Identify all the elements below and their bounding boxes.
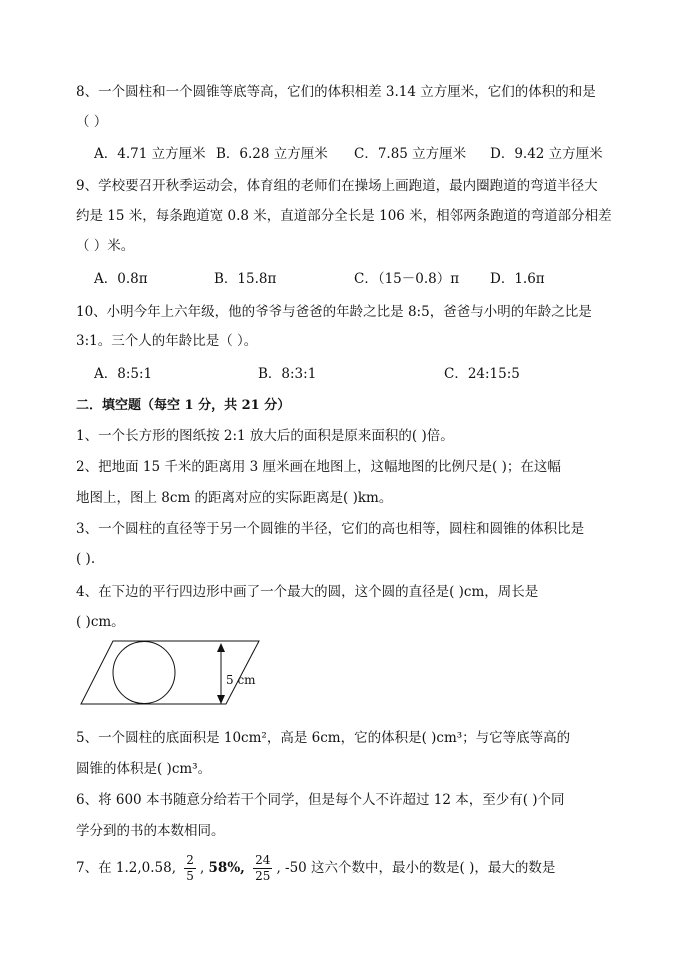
frac2-denominator: 25 xyxy=(255,869,271,883)
arrow-head-top xyxy=(217,643,225,652)
q10-line2: 3:1。三个人的年龄比是（ ）。 xyxy=(76,333,258,349)
frac1-denominator: 5 xyxy=(186,869,194,883)
fill-2-line2: 地图上，图上 8cm 的距离对应的实际距离是( )km。 xyxy=(76,490,393,506)
q8-option-b: B．6.28 立方厘米 xyxy=(216,146,328,162)
fill-1: 1、一个长方形的图纸按 2:1 放大后的面积是原来面积的( )倍。 xyxy=(76,428,454,444)
fill-5-line1: 5、一个圆柱的底面积是 10cm²，高是 6cm，它的体积是( )cm³；与它等底等高的 xyxy=(76,730,571,746)
fill-5-line2: 圆锥的体积是( )cm³。 xyxy=(76,761,212,777)
inscribed-circle xyxy=(113,642,175,704)
frac1-numerator: 2 xyxy=(186,853,194,867)
section-title: 二．填空题（每空 1 分，共 21 分） xyxy=(76,398,291,413)
fill-7-line1 xyxy=(76,848,555,888)
frac2-numerator: 24 xyxy=(255,853,271,867)
q9-line3: （ ）米。 xyxy=(76,238,135,254)
q8-option-c: C．7.85 立方厘米 xyxy=(354,146,467,162)
q10-option-a: A．8:5:1 xyxy=(94,366,153,382)
fraction-24-25 xyxy=(253,853,272,884)
q10-option-b: B．8:3:1 xyxy=(258,366,317,382)
fill-3-line2: ( ). xyxy=(76,551,96,567)
q8-option-d: D．9.42 立方厘米 xyxy=(490,146,603,162)
q10-line1: 10、小明今年上六年级，他的爷爷与爸爸的年龄之比是 8:5，爸爸与小明的年龄之比是 xyxy=(76,304,592,320)
q9-option-c: C．（15－0.8）π xyxy=(354,271,460,287)
q9-line2: 约是 15 米，每条跑道宽 0.8 米，直道部分全长是 106 米，相邻两条跑道的弯道部分相差 xyxy=(76,208,612,224)
arrow-head-bottom xyxy=(217,695,225,704)
q9-option-b: B．15.8π xyxy=(214,271,277,287)
q8-option-a: A．4.71 立方厘米 xyxy=(94,146,206,162)
fill-6-line1: 6、将 600 本书随意分给若干个同学，但是每个人不许超过 12 本，至少有( )个同 xyxy=(76,792,565,808)
q8-line1: 8、一个圆柱和一个圆锥等底等高，它们的体积相差 3.14 立方厘米，它们的体积的和是 xyxy=(76,84,596,100)
fill-4-line1: 4、在下边的平行四边形中画了一个最大的圆，这个圆的直径是( )cm，周长是 xyxy=(76,584,539,600)
fill-6-line2: 学分到的书的本数相同。 xyxy=(76,823,225,839)
fill-3-line1: 3、一个圆柱的直径等于另一个圆锥的半径，它们的高也相等，圆柱和圆锥的体积比是 xyxy=(76,521,585,537)
q10-option-c: C．24:15:5 xyxy=(444,366,520,382)
fraction-two-fifths xyxy=(184,853,196,884)
fill-4-line2: ( )cm。 xyxy=(76,614,125,630)
fill-7-percent: 58%, xyxy=(208,860,245,876)
fill-7-prefix: 7、在 1.2,0.58, xyxy=(76,860,176,876)
q9-option-d: D．1.6π xyxy=(490,271,545,287)
q8-line2: （ ） xyxy=(76,114,108,130)
figure-height-label: 5 cm xyxy=(226,673,256,687)
fill-7-suffix: , -50 这六个数中，最小的数是( )，最大的数是 xyxy=(276,860,556,876)
q9-line1: 9、学校要召开秋季运动会，体育组的老师们在操场上画跑道，最内圈跑道的弯道半径大 xyxy=(76,178,598,194)
fill-2-line1: 2、把地面 15 千米的距离用 3 厘米画在地图上，这幅地图的比例尺是( )；在这幅 xyxy=(76,459,561,475)
q9-option-a: A．0.8π xyxy=(94,271,148,287)
fill-7-sep: , xyxy=(199,860,205,876)
